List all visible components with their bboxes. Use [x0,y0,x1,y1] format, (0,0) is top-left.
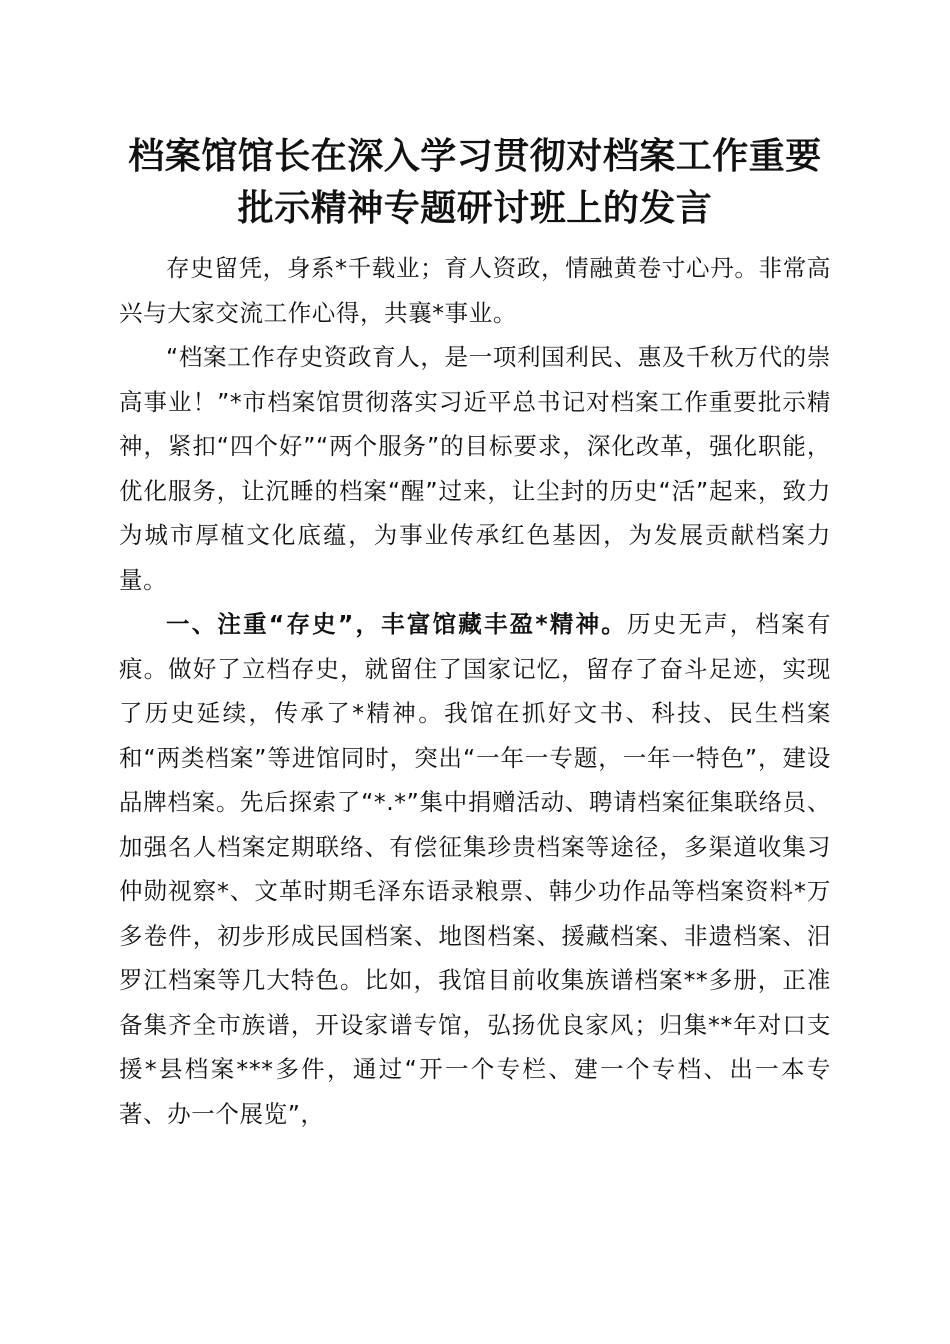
paragraph-intro [119,335,831,602]
section-heading: 一、注重“存史”，丰富馆藏丰盈*精神。 [166,610,627,638]
document-body [119,246,831,1136]
paragraph-text: 存史留凭，身系*千载业；育人资政，情融黄卷寸心丹。非常高兴与大家交流工作心得，共襄*事业。 [119,254,831,327]
paragraph-text: “档案工作存史资政育人，是一项利国利民、惠及千秋万代的崇高事业！”*市档案馆贯彻落实习近平总书记对档案工作重要批示精神，紧扣“四个好”“两个服务”的目标要求，深化改革，强化职能，优化服务，让沉睡的档案“醒”过来，让尘封的历史“活”起来，致力为城市厚植文化底蕴，为事业传承红色基因，为发展贡献档案力量。 [119,343,831,594]
document-title: 档案馆馆长在深入学习贯彻对档案工作重要批示精神专题研讨班上的发言 [128,135,822,229]
paragraph-section-1 [119,602,831,1136]
paragraph-text: 历史无声，档案有痕。做好了立档存史，就留住了国家记忆，留存了奋斗足迹，实现了历史延续，传承了*精神。我馆在抓好文书、科技、民生档案和“两类档案”等进馆同时，突出“一年一专题，一年一特色”，建设品牌档案。先后探索了“*.*”集中捐赠活动、聘请档案征集联络员、加强名人档案定期联络、有偿征集珍贵档案等途径，多渠道收集习仲勋视察*、文革时期毛泽东语录粮票、韩少功作品等档案资料*万多卷件，初步形成民国档案、地图档案、援藏档案、非遗档案、汨罗江档案等几大特色。比如，我馆目前收集族谱档案**多册，正准备集齐全市族谱，开设家谱专馆，弘扬优良家风；归集**年对口支援*县档案***多件，通过“开一个专栏、建一个专档、出一本专著、办一个展览”， [119,610,831,1128]
paragraph-opening [119,246,831,335]
